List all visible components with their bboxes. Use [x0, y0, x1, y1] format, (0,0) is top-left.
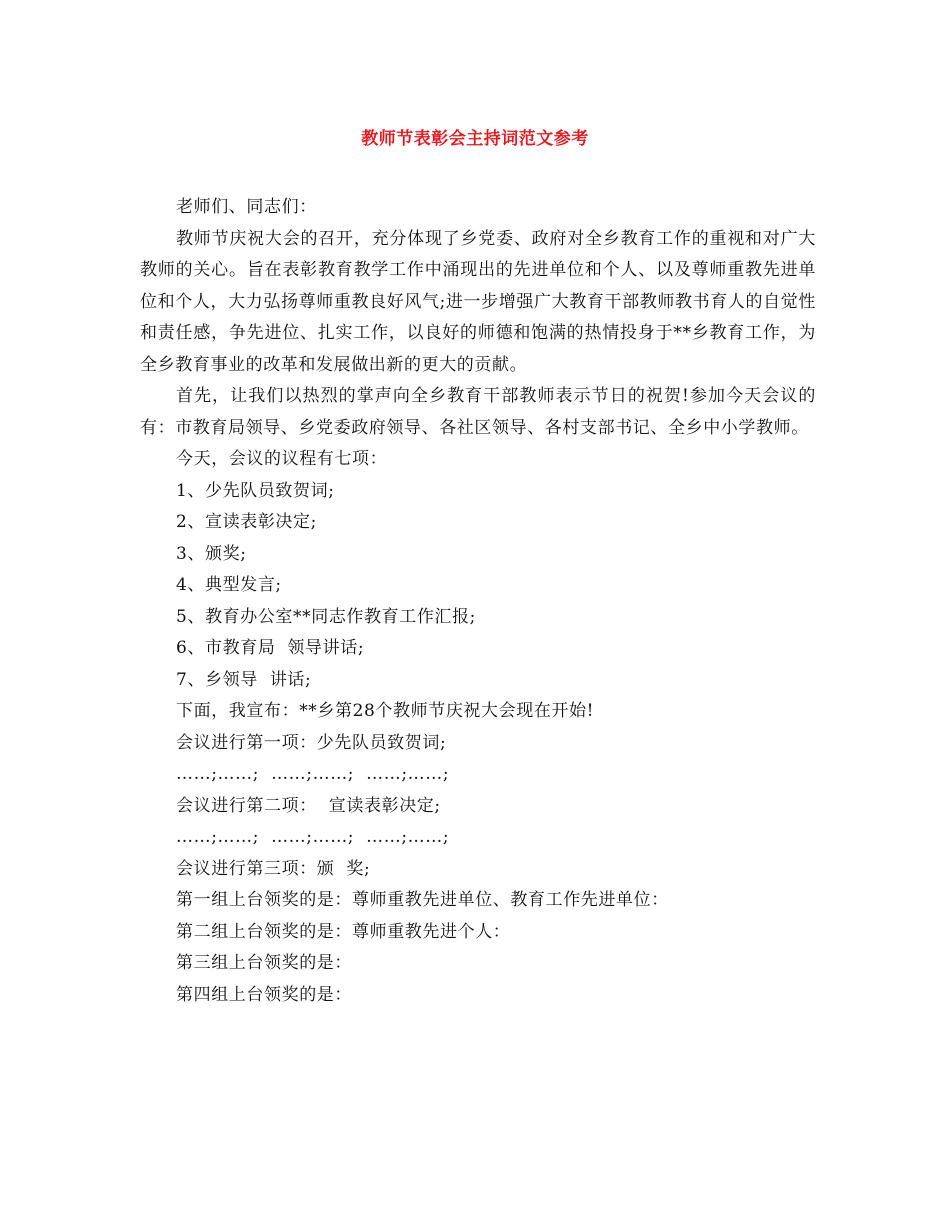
award-group-line: 第三组上台领奖的是：	[176, 953, 352, 973]
agenda-item: 1、少先队员致贺词;	[176, 480, 335, 501]
proceeding-line: 会议进行第一项：少先队员致贺词;	[176, 732, 447, 753]
proceeding-line: 会议进行第三项：颁 奖;	[176, 858, 371, 879]
proceeding-line: 会议进行第二项： 宣读表彰决定;	[176, 795, 441, 816]
greeting-line: 老师们、同志们：	[176, 197, 317, 217]
ellipsis-line: ……;……; ……;……; ……;……;	[176, 764, 450, 784]
agenda-item: 3、颁奖;	[176, 543, 247, 564]
award-group-line: 第一组上台领奖的是：尊师重教先进单位、教育工作先进单位：	[176, 890, 669, 910]
award-group-line: 第二组上台领奖的是：尊师重教先进个人：	[176, 921, 511, 942]
document-body	[140, 192, 816, 1011]
paragraph: 首先，让我们以热烈的掌声向全乡教育干部教师表示节日的祝贺!参加今天会议的有：市教育局领导、乡党委政府领导、各社区领导、各村支部书记、全乡中小学教师。	[140, 386, 816, 438]
award-group-line: 第四组上台领奖的是：	[176, 984, 352, 1005]
ellipsis-line: ……;……; ……;……; ……;……;	[176, 827, 450, 847]
agenda-item: 2、宣读表彰决定;	[176, 512, 317, 532]
agenda-item: 6、市教育局 领导讲话;	[176, 638, 365, 658]
agenda-intro-line: 今天，会议的议程有七项：	[176, 449, 388, 469]
paragraph: 教师节庆祝大会的召开，充分体现了乡党委、政府对全乡教育工作的重视和对广大教师的关心。旨在表彰教育教学工作中涌现出的先进单位和个人、以及尊师重教先进单位和个人，大力弘扬尊师重教良好风气;进一步增强广大教育干部教师教书育人的自觉性和责任感，争先进位、扎实工作，以良好的师德和饱满的热情投身于**乡教育工作，为全乡教育事业的改革和发展做出新的更大的贡献。	[140, 228, 816, 375]
announcement-line: 下面，我宣布：**乡第28个教师节庆祝大会现在开始!	[176, 701, 595, 721]
agenda-item: 5、教育办公室**同志作教育工作汇报;	[176, 606, 476, 627]
agenda-item: 4、典型发言;	[176, 575, 282, 595]
document-title: 教师节表彰会主持词范文参考	[361, 129, 589, 149]
agenda-item: 7、乡领导 讲话;	[176, 669, 312, 690]
